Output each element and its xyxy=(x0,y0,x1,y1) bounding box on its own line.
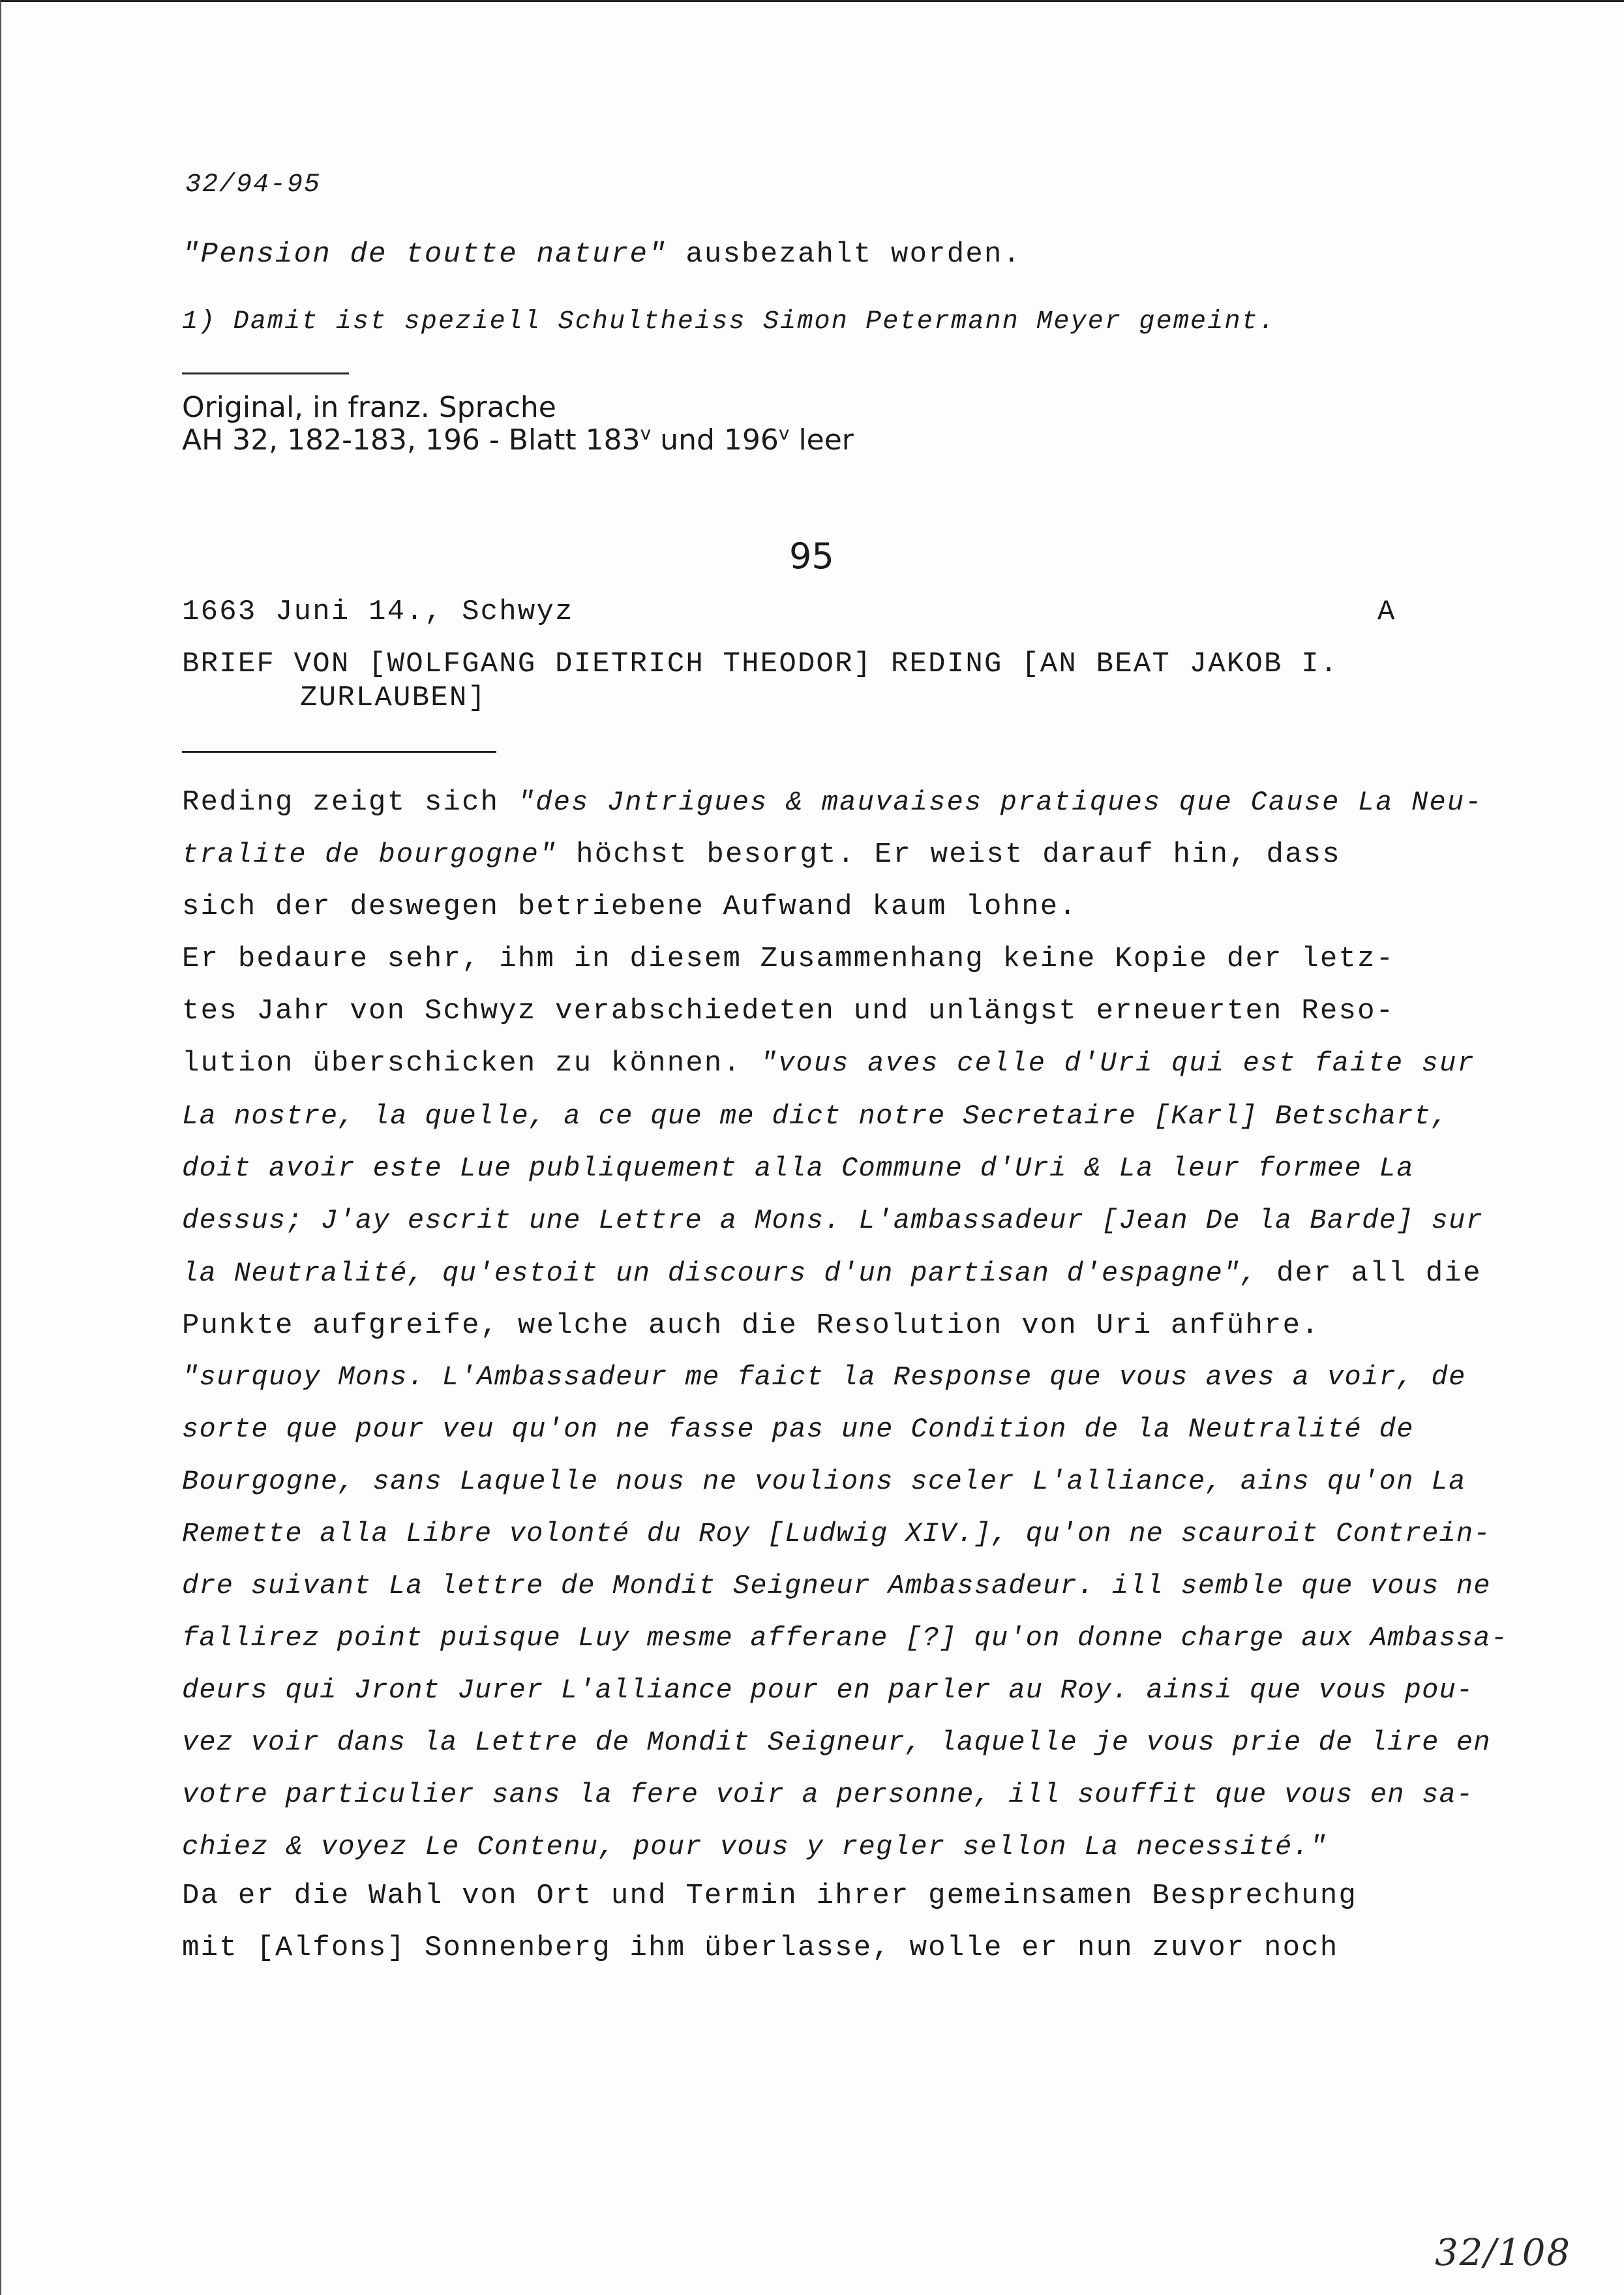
entry-number: 95 xyxy=(789,536,834,577)
source-archive-leer: leer xyxy=(789,423,854,457)
pension-quote: "Pension de toutte nature" xyxy=(182,238,667,271)
body-line-9: dessus; J'ay escrit une Lettre a Mons. L'ambassadeur [Jean De la Barde] sur xyxy=(182,1205,1484,1236)
body-line-16: dre suivant La lettre de Mondit Seigneur Ambassadeur. ill semble que vous ne xyxy=(182,1570,1491,1602)
body-line-18: deurs qui Jront Jurer L'alliance pour en parler au Roy. ainsi que vous pou- xyxy=(182,1675,1474,1706)
entry-title-line-1: BRIEF VON [WOLFGANG DIETRICH THEODOR] REDING [AN BEAT JAKOB I. xyxy=(182,648,1339,680)
pension-line xyxy=(182,238,1021,271)
body-line-17: fallirez point puisque Luy mesme afferane [?] qu'on donne charge aux Ambassa- xyxy=(182,1622,1509,1654)
body-line-2 xyxy=(182,838,1341,871)
text-run: höchst besorgt. Er weist darauf hin, dass xyxy=(557,838,1341,871)
entry-date-place: 1663 Juni 14., Schwyz xyxy=(182,596,574,628)
body-line-8: doit avoir este Lue publiquement alla Commune d'Uri & La leur formee La xyxy=(182,1153,1414,1184)
text-run: lution überschicken zu können. xyxy=(182,1047,760,1080)
entry-marker: A xyxy=(1377,596,1395,628)
body-line-5: tes Jahr von Schwyz verabschiedeten und unlängst erneuerten Reso- xyxy=(182,995,1395,1027)
reference-number: 32/94-95 xyxy=(185,170,322,200)
source-archive-und: und 196 xyxy=(651,423,779,457)
title-rule xyxy=(182,751,496,753)
handwritten-page-mark: 32/108 xyxy=(1435,2232,1572,2274)
body-line-12: "surquoy Mons. L'Ambassadeur me faict la Response que vous aves a voir, de xyxy=(182,1361,1466,1393)
body-line-3: sich der deswegen betriebene Aufwand kaum lohne. xyxy=(182,890,1078,923)
body-line-21: chiez & voyez Le Contenu, pour vous y regler sellon La necessité." xyxy=(182,1831,1327,1862)
source-original: Original, in franz. Sprache xyxy=(182,391,556,424)
body-line-23: mit [Alfons] Sonnenberg ihm überlasse, wolle er nun zuvor noch xyxy=(182,1932,1339,1964)
sup-verso-2: v xyxy=(778,422,790,444)
body-line-13: sorte que pour veu qu'on ne fasse pas une Condition de la Neutralité de xyxy=(182,1414,1414,1445)
sup-verso-1: v xyxy=(640,422,652,444)
body-line-11: Punkte aufgreife, welche auch die Resolution von Uri anführe. xyxy=(182,1309,1320,1342)
body-line-7: La nostre, la quelle, a ce que me dict notre Secretaire [Karl] Betschart, xyxy=(182,1101,1449,1132)
quote-run: la Neutralité, qu'estoit un discours d'un partisan d'espagne", xyxy=(182,1258,1258,1289)
quote-run: "vous aves celle d'Uri qui est faite sur xyxy=(760,1048,1475,1079)
body-line-10 xyxy=(182,1257,1482,1290)
body-line-15: Remette alla Libre volonté du Roy [Ludwig XIV.], qu'on ne scauroit Contrein- xyxy=(182,1518,1491,1549)
body-line-20: votre particulier sans la fere voir a personne, ill souffit que vous en sa- xyxy=(182,1779,1474,1810)
source-archive-ref: AH 32, 182-183, 196 - Blatt 183 xyxy=(182,423,640,457)
source-archive xyxy=(182,423,854,457)
body-line-22: Da er die Wahl von Ort und Termin ihrer gemeinsamen Besprechung xyxy=(182,1879,1358,1912)
entry-title-line-2: ZURLAUBEN] xyxy=(300,682,487,714)
text-run: Reding zeigt sich xyxy=(182,786,518,819)
body-line-1 xyxy=(182,786,1483,819)
quote-run: tralite de bourgogne" xyxy=(182,839,558,870)
footnote-rule xyxy=(182,372,349,374)
body-line-14: Bourgogne, sans Laquelle nous ne voulions sceler L'alliance, ains qu'on La xyxy=(182,1466,1466,1497)
body-line-4: Er bedaure sehr, ihm in diesem Zusammenhang keine Kopie der letz- xyxy=(182,943,1395,975)
footnote: 1) Damit ist speziell Schultheiss Simon Petermann Meyer gemeint. xyxy=(182,307,1276,337)
quote-run: "des Jntrigues & mauvaises pratiques que Cause La Neu- xyxy=(517,787,1483,818)
body-line-19: vez voir dans la Lettre de Mondit Seigneur, laquelle je vous prie de lire en xyxy=(182,1727,1491,1758)
body-line-6 xyxy=(182,1047,1475,1080)
text-run: der all die xyxy=(1257,1257,1482,1290)
pension-rest: ausbezahlt worden. xyxy=(667,238,1022,271)
